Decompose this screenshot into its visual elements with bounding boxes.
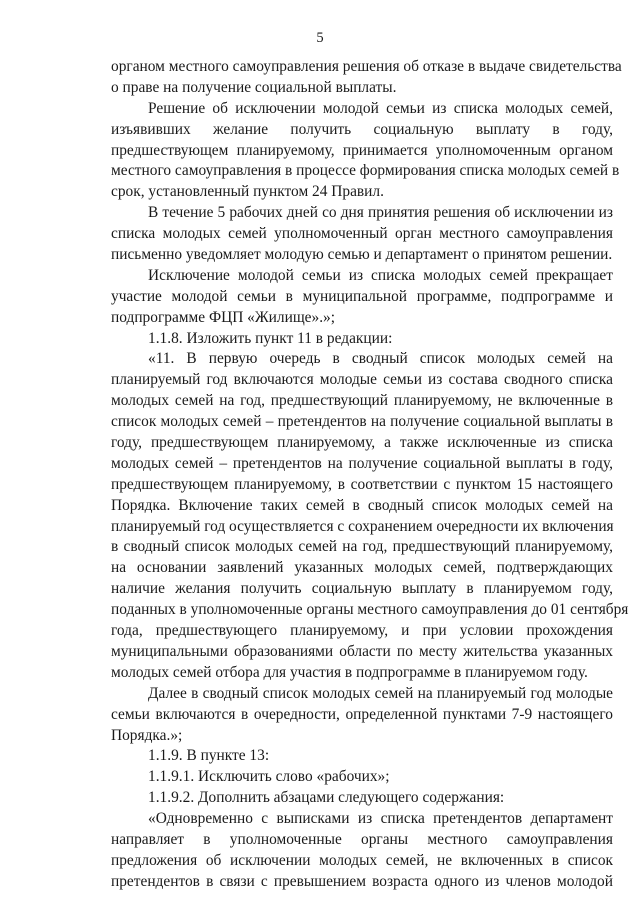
- text-line: планируемый год включаются молодые семьи из состава сводного списка: [111, 371, 613, 389]
- text-line: 1.1.9. В пункте 13:: [148, 747, 270, 765]
- document-body: [111, 57, 629, 893]
- text-line: Порядка. Включение таких семей в сводный список молодых семей на: [111, 496, 613, 514]
- text-line: года, предшествующего планируемому, и при условии прохождения: [111, 622, 613, 640]
- text-line: молодых семей – претендентов на получение социальной выплаты в году,: [111, 454, 613, 472]
- text-line: Порядка.»;: [111, 726, 183, 744]
- text-line: письменно уведомляет молодую семью и департамент о принятом решении.: [111, 246, 613, 264]
- text-line: направляет в уполномоченные органы местного самоуправления: [111, 830, 613, 848]
- text-line: наличие желания получить социальную выплату в планируемом году,: [111, 580, 613, 598]
- text-line: предшествующем планируемому, принимается уполномоченным органом: [111, 141, 613, 159]
- paragraph: [111, 684, 613, 747]
- text-line: органом местного самоуправления решения об отказе в выдаче свидетельства: [111, 58, 622, 75]
- text-line: список молодых семей – претендентов на получение социальной выплаты в: [111, 413, 613, 431]
- text-line: Решение об исключении молодой семьи из списка молодых семей,: [148, 99, 613, 117]
- text-line: В течение 5 рабочих дней со дня принятия решения об исключении из: [148, 204, 613, 222]
- paragraph: [111, 266, 613, 329]
- text-line: 1.1.9.2. Дополнить абзацами следующего содержания:: [148, 789, 505, 807]
- text-line: в сводный список молодых семей на год, предшествующий планируемому,: [111, 538, 613, 556]
- paragraph: [111, 329, 613, 350]
- text-line: изъявивших желание получить социальную выплату в году,: [111, 120, 613, 138]
- text-line: срок, установленный пунктом 24 Правил.: [111, 183, 384, 201]
- text-line: Далее в сводный список молодых семей на планируемый год молодые: [148, 684, 613, 702]
- text-line: муниципальными образованиями области по месту жительства указанных: [111, 642, 613, 660]
- text-line: предложения об исключении молодых семей, не включенных в список: [111, 851, 613, 869]
- text-line: 1.1.9.1. Исключить слово «рабочих»;: [148, 768, 390, 786]
- text-line: году, предшествующем планируемому, а также исключенные из списка: [111, 434, 613, 452]
- text-line: «Одновременно с выписками из списка претендентов департамент: [148, 810, 613, 828]
- paragraph: [111, 57, 622, 99]
- page-number: 5: [316, 30, 324, 46]
- text-line: о праве на получение социальной выплаты.: [111, 78, 397, 96]
- text-line: молодых семей отбора для участия в подпрограмме в планируемом году.: [111, 663, 588, 681]
- text-line: планируемый год осуществляется с сохранением очередности их включения: [111, 517, 614, 535]
- text-line: Исключение молодой семьи из списка молодых семей прекращает: [148, 266, 613, 284]
- text-line: молодых семей на год, предшествующий планируемому, не включенные в: [111, 392, 613, 410]
- text-line: предшествующем планируемому, в соответствии с пунктом 15 настоящего: [111, 475, 613, 493]
- text-line: списка молодых семей уполномоченный орган местного самоуправления: [111, 225, 613, 243]
- text-line: семьи включаются в очередности, определенной пунктами 7-9 настоящего: [111, 705, 613, 723]
- paragraph: [111, 99, 620, 203]
- paragraph: [111, 788, 613, 809]
- text-line: местного самоуправления в процессе формирования списка молодых семей в: [111, 162, 620, 180]
- text-line: 1.1.8. Изложить пункт 11 в редакции:: [148, 329, 393, 347]
- text-line: поданных в уполномоченные органы местного самоуправления до 01 сентября: [111, 601, 629, 619]
- text-line: «11. В первую очередь в сводный список молодых семей на: [148, 350, 613, 368]
- text-line: подпрограмме ФЦП «Жилище».»;: [111, 308, 336, 326]
- paragraph: [111, 349, 629, 683]
- text-line: на основании заявлений указанных молодых семей, подтверждающих: [111, 559, 613, 577]
- paragraph: [111, 767, 613, 788]
- paragraph: [111, 809, 613, 893]
- text-line: участие молодой семьи в муниципальной программе, подпрограмме и: [111, 287, 613, 305]
- paragraph: [111, 203, 613, 266]
- text-line: претендентов в связи с превышением возраста одного из членов молодой: [111, 872, 613, 890]
- paragraph: [111, 746, 613, 767]
